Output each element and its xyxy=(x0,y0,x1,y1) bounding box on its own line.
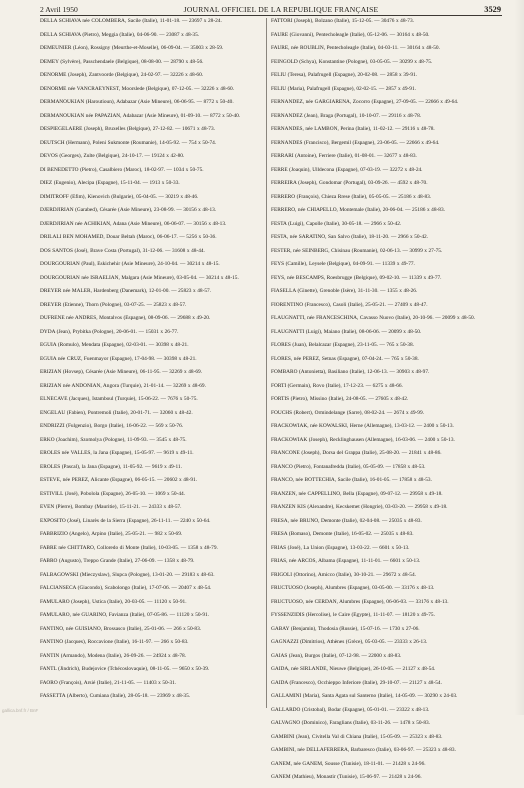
naturalization-entry: FEYS (Camille), Leysele (Belgique), 04-09-91. — 11339 x 49-77. xyxy=(271,261,415,267)
page-header xyxy=(40,3,501,14)
naturalization-entry: DEMEUNIER (Léon), Rossigny (Meurthe-et-Moselle), 06-09-04. — 35003 x 28-59. xyxy=(40,45,224,51)
naturalization-entry: DELLA SCHIAVA (Pietro), Meggia (Italie), 04-06-90. — 23087 x 48-35. xyxy=(40,31,200,38)
naturalization-entry: FERRERO, née CHIAPELLO, Montemale (Italie), 20-06-04. — 25186 x 48-83. xyxy=(271,207,445,213)
naturalization-entry: FEINGOLD (Schya), Konstantine (Pologne), 03-05-05. — 30299 x 48-75. xyxy=(271,58,433,65)
naturalization-entry: FANTIN (Armando), Modena (Italie), 26-09-26. — 24924 x 48-78. xyxy=(40,652,187,659)
naturalization-entry: ESTEVE, née PEREZ, Alicante (Espagne), 06-05-15. — 20602 x 48-91. xyxy=(40,477,198,483)
naturalization-entry: GAIDA (Francesco), Occhieppo Inferiore (Italie), 29-10-07. — 21127 x 48-54. xyxy=(271,679,442,686)
naturalization-entry: EVEN (Pierre), Bombay (Mauritie), 15-11-21. — 24333 x 48-57. xyxy=(40,504,182,510)
journal-title: JOURNAL OFFICIEL DE LA REPUBLIQUE FRANÇAISE xyxy=(183,5,379,14)
naturalization-entry: GAIAS (Jean), Burgos (Italie), 07-12-98. — 22000 x 48-83. xyxy=(271,652,402,659)
naturalization-entry: FAURE, née ROUBLIN, Pentecholeagle (Italie), 04-03-11. — 30164 x 48-50. xyxy=(271,45,440,51)
naturalization-entry: FLORES, née PEREZ, Setnas (Espagne), 07-04-24. — 765 x 50-38. xyxy=(271,355,419,362)
page-number: 3529 xyxy=(484,5,501,14)
naturalization-entry: ELNECAVE (Jacques), Istamboul (Turquie), 15-06-22. — 7676 x 50-75. xyxy=(40,396,198,402)
naturalization-entry: DOURGOURIAN née ISRAELIAN, Malgara (Asie Mineure), 03-05-04. — 30214 x 48-15. xyxy=(40,274,239,281)
naturalization-entry: FERNANDES, née LAMBON, Perina (Italie), 11-02-12. — 29116 x 48-78. xyxy=(271,126,435,132)
naturalization-entry: DIMITROFF (Efim), Kienovich (Bulgarie), 05-04-05. — 30219 x 48-46. xyxy=(40,193,199,200)
naturalization-entry: EROLES née VALLES, la Jana (Espagne), 15-05-97. — 9619 x 49-11. xyxy=(40,450,194,456)
naturalization-entry: FRUCTUOSO, née CERDAN, Alumbres (Espagne), 06-06-03. — 33176 x 48-13. xyxy=(271,598,449,605)
naturalization-entry: FLAUGNATTI (Luigi), Maiano (Italie), 08-06-06. — 20099 x 48-50. xyxy=(271,328,422,335)
naturalization-entry: GANEM (Mathieu), Monastir (Tunisie), 15-06-97. — 21428 x 24-96. xyxy=(271,774,422,780)
naturalization-entry: DIEZ (Eugenio), Alecipa (Espagne), 15-11-04. — 1913 x 50-33. xyxy=(40,180,180,186)
left-column xyxy=(40,18,272,707)
naturalization-entry: DOURGOURIAN (Paul), Eskichehir (Asie Mineure), 24-10-04. — 30214 x 48-15. xyxy=(40,261,220,267)
naturalization-entry: FOUCHS (Robert), Ormindelange (Sarre), 08-02-24. — 2674 x 49-99. xyxy=(271,409,424,416)
naturalization-entry: DOS SANTOS (José), Brave Costa (Portugal), 31-12-06. — 31608 x 48-44. xyxy=(40,247,205,254)
naturalization-entry: FRIAS (José), La Union (Espagne), 13-03-22. — 6601 x 50-13. xyxy=(271,544,410,551)
naturalization-entry: GALVAGNO (Dominico), Faraglians (Italie), 03-11-26. — 1478 x 50-83. xyxy=(271,720,431,726)
naturalization-entry: FRACKOWIAK (Joseph), Recklinghausen (Allemagne), 16-03-06. — 2400 x 50-13. xyxy=(271,436,455,443)
source-watermark: gallica.bnf.fr / BnF xyxy=(2,708,39,713)
naturalization-entry: FRANCO (Pietro), Fontanafredda (Italie), 05-05-09. — 17858 x 48-53. xyxy=(271,463,426,470)
naturalization-entry: FORTI (Germain), Rovo (Italie), 17-12-23. — 6275 x 48-66. xyxy=(271,382,403,389)
naturalization-entry: FLAUGNATTI, née FRANCESCHINA, Cavasso Nuovo (Italie), 20-10-96. — 20099 x 48-50. xyxy=(271,315,476,321)
naturalization-entry: FIASELLA (Ginette), Grenoble (Isère), 31-11-30. — 1355 x 48-26. xyxy=(271,288,418,294)
naturalization-entry: GAIDA, née SIRLANDE, Nieuwe (Belgique), 26-10-05. — 21127 x 48-54. xyxy=(271,666,436,672)
naturalization-entry: ERIZIAN (Hovsep), Césarée (Asie Mineure), 06-11-95. — 32269 x 48-69. xyxy=(40,369,203,375)
naturalization-entry: FRANZEN KIS (Alexandre), Kecskemet (Hongrie), 03-03-20. — 29958 x 49-18. xyxy=(271,504,448,510)
naturalization-entry: FIORENTINO (Francesco), Casoli (Italie), 25-05-21. — 27409 x 48-47. xyxy=(271,301,428,308)
naturalization-entry: DENORME née VANCRAEYNEST, Moorslede (Belgique), 07-12-05. — 32226 x 48-60. xyxy=(40,85,235,92)
naturalization-entry: DJERDJIRIAN née ACHIKIAN, Adana (Asie Mineure), 06-06-07. — 30156 x 48-13. xyxy=(40,220,227,227)
naturalization-entry: DESPIEGELAERE (Joseph), Bruxelles (Belgique), 27-12-82. — 10671 x 48-73. xyxy=(40,126,215,132)
naturalization-entry: FESTER, née SEINBERG, Chisinau (Roumanie), 02-06-13. — 30999 x 27-75. xyxy=(271,247,443,254)
issue-date: 2 Avril 1950 xyxy=(40,5,78,14)
naturalization-entry: ENGELAU (Fabien), Pontremoli (Italie), 20-01-71. — 32060 x 48-42. xyxy=(40,409,193,416)
naturalization-entry: FRANCONE (Joseph), Dorsa del Grappa (Italie), 25-08-20. — 21841 x 48-86. xyxy=(271,450,442,456)
naturalization-entry: FOMBARO (Antonietta), Basiliano (Italie), 12-06-13. — 30903 x 48-97. xyxy=(271,369,430,375)
naturalization-entry: FYSSENZIDIS (Hercolise), le Caire (Egypte), 11-11-07. — 18120 x 49-75. xyxy=(271,612,435,618)
naturalization-entry: FEYS, née BESCAMPS, Roesbrugge (Belgique), 09-02-10. — 11339 x 49-77. xyxy=(271,274,442,281)
naturalization-entry: FAURE (Giovanni), Pentecholeagle (Italie), 05-12-06. — 30164 x 48-50. xyxy=(271,31,430,38)
naturalization-entry: FERRERO (François), Chieza Rrese (Italie), 05-05-05. — 25186 x 48-83. xyxy=(271,193,432,200)
naturalization-entry: FERNANDEZ (Jean), Braga (Portugal), 10-10-07. — 29116 x 48-78. xyxy=(271,112,422,119)
naturalization-entry: GABAY (Benjamin), Thodosia (Russie), 15-07-16. — 1730 x 27-06. xyxy=(271,625,420,632)
naturalization-entry: FABRO (Augusto), Treppo Grande (Italie), 27-06-09. — 1358 x 48-79. xyxy=(40,558,195,564)
naturalization-entry: FRUCTUOSO (Joseph), Alumbres (Espagne), 03-05-00. — 33176 x 48-13. xyxy=(271,585,435,591)
naturalization-entry: FANTINO, née GUISIANO, Brossasco (Italie), 25-01-06. — 266 x 50-83. xyxy=(40,625,202,632)
naturalization-entry: FESTA (Luigi), Capolle (Italie), 30-05-18. — 2966 x 50-42. xyxy=(271,220,402,227)
naturalization-entry: DENORME (Joseph), Zantvoorde (Belgique), 24-02-97. — 32226 x 48-60. xyxy=(40,72,204,78)
naturalization-entry: FALCIANSECA (Giacondo), Scabolongo (Italie), 17-07-06. — 20407 x 48-54. xyxy=(40,585,212,591)
naturalization-entry: FAMULARO (Joseph), Ustica (Italie), 20-03-05. — 11120 x 50-91. xyxy=(40,598,187,605)
naturalization-entry: FALBAGOWSKI (Mieczyslaw), Slupca (Pologne), 13-01-20. — 29183 x 48-63. xyxy=(40,571,215,578)
naturalization-entry: FAMULARO, née GUARINO, Favianza (Italie), 07-05-86. — 11120 x 50-91. xyxy=(40,612,210,618)
naturalization-entry: DEMEY (Sylvère), Passchendaele (Belgique), 08-08-00. — 28790 x 48-56. xyxy=(40,58,204,65)
naturalization-entry: DREYER née MALER, Hardenberg (Danemark), 12-01-00. — 25823 x 48-57. xyxy=(40,288,212,294)
naturalization-entry: GALLAMINI (Maria), Santa Agata sul Santerno (Italie), 14-05-09. — 30290 x 24-03. xyxy=(271,693,458,699)
naturalization-entry: DYDA (Jean), Prybitka (Pologne), 20-06-01. — 15031 x 26-77. xyxy=(40,328,179,335)
naturalization-entry: EXPOSITO (José), Linarès de la Sierra (Espagne), 26-11-11. — 2240 x 50-64. xyxy=(40,517,211,524)
naturalization-entry: FERNANDEZ, née GARGIARENA, Zocorro (Espagne), 27-09-05. — 22666 x 49-64. xyxy=(271,99,459,105)
naturalization-entry: ENDRIZZI (Fulgenzio), Borgo (Italie), 16-06-22. — 569 x 50-76. xyxy=(40,423,184,429)
naturalization-entry: FLORES (Juan), Belalcazar (Espagne), 23-11-05. — 765 x 50-38. xyxy=(271,342,414,348)
naturalization-entry: FELIU (Teresa), Palafrugell (Espagne), 20-02-08. — 2858 x 39-91. xyxy=(271,72,418,78)
page-edge-shadow xyxy=(514,0,524,715)
naturalization-entry: FRANZEN, née CAPPELLINO, Bella (Espagne), 09-07-12. — 29958 x 49-18. xyxy=(271,490,443,497)
naturalization-entry: FELIU (Maria), Palafrugell (Espagne), 02-02-15. — 2857 x 49-91. xyxy=(271,85,416,92)
naturalization-entry: DJERDJIRIAN (Garabed), Césarée (Asie Mineure), 23-08-99. — 30156 x 48-13. xyxy=(40,207,217,213)
naturalization-entry: DI BENEDETTO (Pietro), Casalbiero (Maroc), 18-02-97. — 1034 x 50-75. xyxy=(40,166,204,173)
naturalization-entry: GAMBINI (Jean), Civitella Val di Chiana (Italie), 15-05-09. — 25323 x 48-83. xyxy=(271,733,443,740)
naturalization-entry: FESTA, née SARATINO, San Salvo (Italie), 18-11-20. — 2966 x 50-42. xyxy=(271,234,429,240)
naturalization-entry: DRILALI BEN MOHAMED, Douar Beltah (Maroc), 06-06-17. — 5256 x 50-36. xyxy=(40,234,217,240)
naturalization-entry: FASSETTA (Alberto), Cumiana (Italie), 28-05-18. — 23969 x 48-35. xyxy=(40,693,191,699)
right-column xyxy=(271,18,503,788)
naturalization-entry: DEUTSCH (Hermann), Poleni Sukmonte (Roumanie), 14-05-92. — 754 x 50-74. xyxy=(40,139,217,146)
naturalization-entry: DEVOS (Georges), Zulte (Belgique), 24-10-17. — 19124 x 42-80. xyxy=(40,153,185,159)
naturalization-entry: EGUIA (Romulo), Mendata (Espagne), 02-03-01. — 30398 x 48-21. xyxy=(40,342,189,348)
naturalization-entry: FRIGOLI (Ottorino), Amicco (Italie), 30-10-21. — 29672 x 48-54. xyxy=(271,571,416,578)
naturalization-entry: ESTIVILL (José), Pobolola (Espagne), 26-05-10. — 1069 x 50-44. xyxy=(40,490,186,497)
naturalization-entry: FANTL (Jindrich), Budejovice (Tchécoslovaquie), 08-11-05. — 9650 x 50-39. xyxy=(40,666,210,672)
naturalization-entry: ERKO (Joachim), Szomolya (Pologne), 11-09-93. — 3545 x 48-75. xyxy=(40,436,187,443)
naturalization-entry: DREYER (Etienne), Thorn (Pologne), 03-07-25. — 25823 x 48-57. xyxy=(40,301,187,308)
naturalization-entry: EROLES (Pascal), la Jana (Espagne), 11-05-92. — 9619 x 49-11. xyxy=(40,463,182,470)
naturalization-entry: FORTIS (Pietro), Missino (Italie), 24-08-05. — 27605 x 48-42. xyxy=(271,396,409,402)
naturalization-entry: FATTORI (Joseph), Bolzano (Italie), 15-12-05. — 30476 x 48-73. xyxy=(271,18,414,24)
naturalization-entry: EGUIA née CRUZ, Fuenmayor (Espagne), 17-04-98. — 30398 x 48-21. xyxy=(40,355,197,362)
naturalization-entry: GALLARDO (Cristobal), Bodar (Espagne), 05-01-01. — 23322 x 48-13. xyxy=(271,706,430,713)
naturalization-entry: DERMANOUKIAN (Haroutioun), Adabazar (Asie Mineure), 06-06-95. — 8772 x 50-40. xyxy=(40,99,234,105)
naturalization-entry: DERMANOUKIAN née PAPAZIAN, Adabazar (Asie Mineure), 01-09-10. — 8772 x 50-40. xyxy=(40,112,241,119)
naturalization-entry: GAMBINI, née DELLAFERRERA, Barbaresco (Italie), 03-06-97. — 25323 x 48-83. xyxy=(271,747,456,753)
naturalization-entry: FAORO (François), Arsié (Italie), 21-11-05. — 11403 x 50-31. xyxy=(40,679,177,686)
naturalization-entry: FABRE née CHITTARO, Colloredo di Monte (Italie), 10-03-05. — 1358 x 48-79. xyxy=(40,544,218,551)
naturalization-entry: FRESA, née BRUNO, Demonte (Italie), 02-04-08. — 25035 x 48-83. xyxy=(271,517,422,524)
naturalization-entry: ERIZIAN née ANDONIAN, Angora (Turquie), 21-01-14. — 32269 x 48-69. xyxy=(40,382,206,389)
naturalization-entry: FRANCO, née BOTTECHIA, Sacile (Italie), 16-01-05. — 17858 x 48-53. xyxy=(271,477,432,483)
naturalization-entry: DELLA SCHIAVA née COLOMBERA, Sacile (Italie), 11-01-18. — 23697 x 28-24. xyxy=(40,18,222,24)
naturalization-entry: FABBRIZIO (Angelo), Arpino (Italie), 25-05-21. — 982 x 50-69. xyxy=(40,531,183,537)
naturalization-entry: FERRARI (Antoine), Ferriere (Italie), 01-08-01. — 32677 x 48-83. xyxy=(271,153,417,159)
naturalization-entry: FERREIRA (Joseph), Gondomar (Portugal), 03-09-26. — 4592 x 48-70. xyxy=(271,180,428,186)
naturalization-entry: GANEM, née GANEM, Sousse (Tunisie), 18-11-01. — 21428 x 24-96. xyxy=(271,760,426,767)
naturalization-entry: FANTINO (Jacques), Roccavione (Italie), 16-11-97. — 266 x 50-83. xyxy=(40,639,189,645)
naturalization-entry: FERNANDES (Francisco), Bergemil (Espagne), 23-06-05. — 22666 x 49-64. xyxy=(271,139,440,146)
naturalization-entry: FERRE (Joaquin), Ulldecona (Espagne), 07-03-19. — 32272 x 48-24. xyxy=(271,166,423,173)
naturalization-entry: FRESA (Bomaso), Demonte (Italie), 16-05-02. — 25035 x 48-83. xyxy=(271,531,414,537)
naturalization-entry: FRACKOWIAK, née KOWALSKI, Herne (Allemagne), 13-03-12. — 2400 x 50-13. xyxy=(271,423,454,429)
naturalization-entry: GAGNAZZI (Dimitrios), Athènes (Grèce), 05-03-05. — 23333 x 26-13. xyxy=(271,639,428,645)
naturalization-entry: FRIAS, née ARCOS, Albama (Espagne), 11-11-01. — 6601 x 50-13. xyxy=(271,558,421,564)
naturalization-entry: DUFRENE née ANDRES, Montalvos (Espagne), 08-09-06. — 29688 x 49-20. xyxy=(40,315,211,321)
header-rule xyxy=(40,15,502,16)
